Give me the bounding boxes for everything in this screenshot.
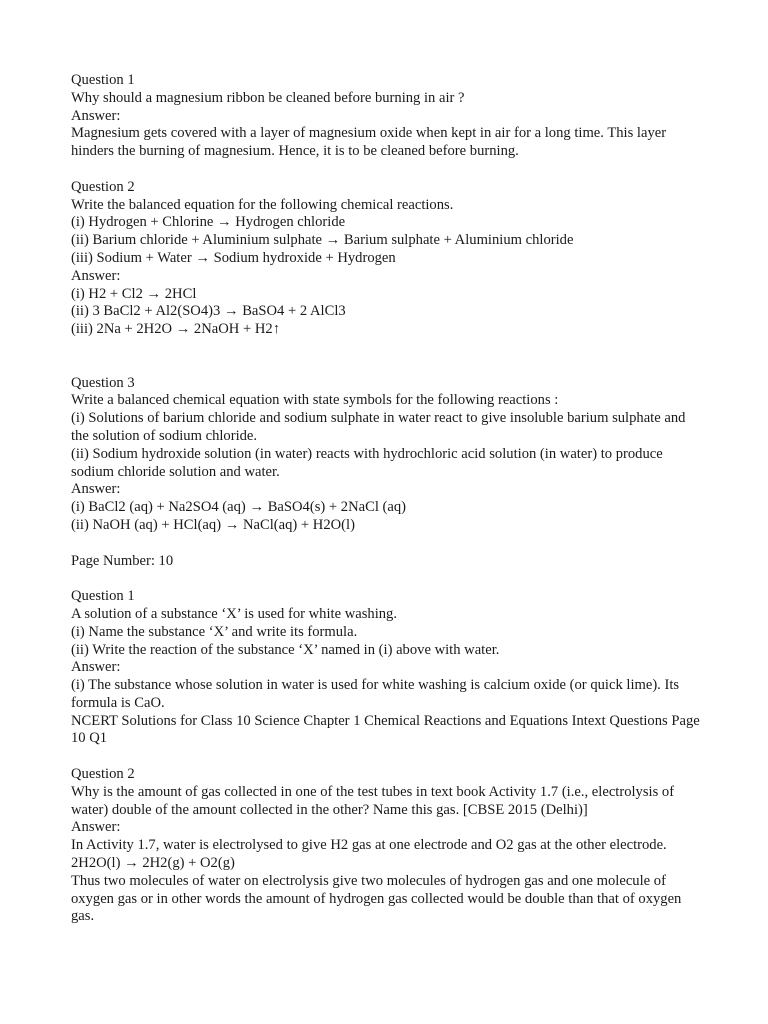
question-item: (i) Solutions of barium chloride and sodium sulphate in water react to give insoluble barium sulphate and the solution of sodium chloride. xyxy=(71,410,690,444)
document-body xyxy=(71,72,704,926)
source-caption: NCERT Solutions for Class 10 Science Chapter 1 Chemical Reactions and Equations Intext Questions Page 10 Q1 xyxy=(71,712,704,747)
answer-text: Thus two molecules of water on electrolysis give two molecules of hydrogen gas and one molecule of oxygen gas or in other words the amount of hydrogen gas collected would be double than that of oxygen gas. xyxy=(71,872,686,925)
answer-text: (i) The substance whose solution in water is used for white washing is calcium oxide (or quick lime). Its formula is CaO. xyxy=(71,677,683,711)
answer-equation: (i) BaCl2 (aq) + Na2SO4 (aq) → BaSO4(s) + 2NaCl (aq) xyxy=(71,499,407,516)
question-text: Why should a magnesium ribbon be cleaned before burning in air ? xyxy=(71,89,465,106)
page10-question-1-block xyxy=(71,588,704,748)
answer-text: Magnesium gets covered with a layer of magnesium oxide when kept in air for a long time. This layer hinders the burning of magnesium. Hence, it is to be cleaned before burning. xyxy=(71,125,670,160)
question-item: (ii) Sodium hydroxide solution (in water) reacts with hydrochloric acid solution (in water) to produce sodium chloride solution and water. xyxy=(71,445,667,480)
answer-heading: Answer: xyxy=(71,107,121,124)
question-1-block xyxy=(71,72,701,161)
question-heading: Question 1 xyxy=(71,72,135,88)
page-number-block xyxy=(71,553,701,571)
question-item: (iii) Sodium + Water → Sodium hydroxide + Hydrogen xyxy=(71,249,396,266)
question-heading: Question 3 xyxy=(71,374,135,391)
question-heading: Question 1 xyxy=(71,588,135,605)
question-text: Write a balanced chemical equation with state symbols for the following reactions : xyxy=(71,392,559,409)
question-item: (i) Name the substance ‘X’ and write its formula. xyxy=(71,623,358,640)
question-item: (ii) Write the reaction of the substance ‘X’ named in (i) above with water. xyxy=(71,641,500,658)
answer-heading: Answer: xyxy=(71,819,121,836)
answer-equation: 2H2O(l) → 2H2(g) + O2(g) xyxy=(71,855,235,872)
answer-text: In Activity 1.7, water is electrolysed to give H2 gas at one electrode and O2 gas at the other electrode. xyxy=(71,837,667,854)
answer-equation: (ii) NaOH (aq) + HCl(aq) → NaCl(aq) + H2O(l) xyxy=(71,516,355,533)
question-text: A solution of a substance ‘X’ is used for white washing. xyxy=(71,605,398,622)
answer-equation: (i) H2 + Cl2 → 2HCl xyxy=(71,285,197,302)
answer-heading: Answer: xyxy=(71,481,121,498)
question-heading: Question 2 xyxy=(71,178,135,195)
question-2-block xyxy=(71,179,701,339)
question-3-block xyxy=(71,375,701,535)
answer-heading: Answer: xyxy=(71,267,121,284)
answer-equation: (iii) 2Na + 2H2O → 2NaOH + H2↑ xyxy=(71,321,280,338)
page-number-label: Page Number: 10 xyxy=(71,552,174,569)
question-item: (ii) Barium chloride + Aluminium sulphate → Barium sulphate + Aluminium chloride xyxy=(71,232,574,249)
answer-equation: (ii) 3 BaCl2 + Al2(SO4)3 → BaSO4 + 2 AlCl3 xyxy=(71,303,346,320)
question-text: Write the balanced equation for the following chemical reactions. xyxy=(71,196,454,213)
question-text: Why is the amount of gas collected in one of the test tubes in text book Activity 1.7 (i.e., electrolysis of water) double of the amount collected in the other? Name this gas. [CBSE 2015 (Delhi)] xyxy=(71,783,678,818)
question-item: (i) Hydrogen + Chlorine → Hydrogen chloride xyxy=(71,214,346,231)
page10-question-2-block xyxy=(71,766,701,926)
question-heading: Question 2 xyxy=(71,766,135,783)
answer-heading: Answer: xyxy=(71,659,121,676)
